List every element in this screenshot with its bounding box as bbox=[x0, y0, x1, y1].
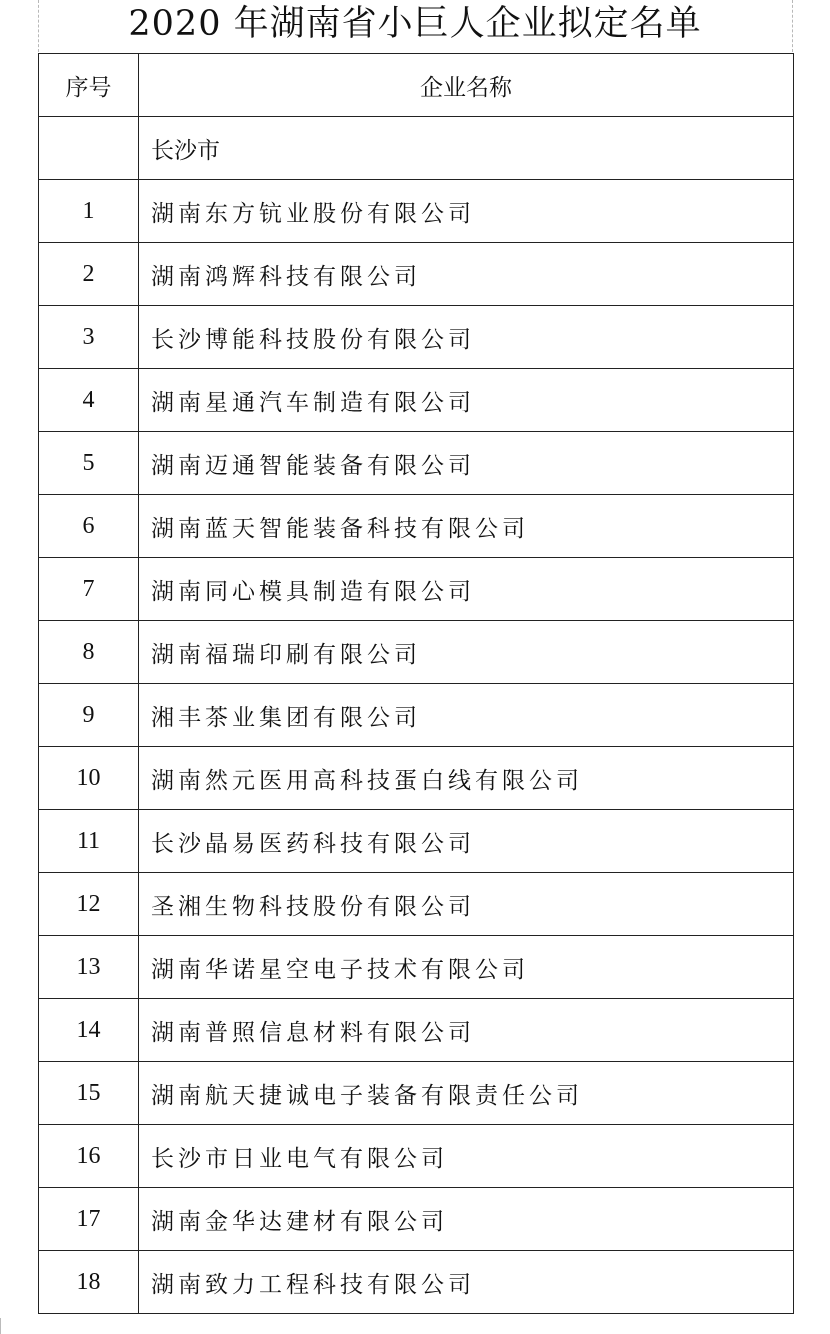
row-index: 16 bbox=[39, 1125, 139, 1188]
row-company-name: 圣湘生物科技股份有限公司 bbox=[139, 873, 794, 936]
row-company-name: 湖南同心模具制造有限公司 bbox=[139, 558, 794, 621]
row-index: 11 bbox=[39, 810, 139, 873]
document-title: 2020 年湖南省小巨人企业拟定名单 bbox=[128, 4, 702, 44]
table-row bbox=[39, 558, 794, 621]
row-index: 18 bbox=[39, 1251, 139, 1314]
section-city-label: 长沙市 bbox=[139, 117, 794, 180]
row-index: 13 bbox=[39, 936, 139, 999]
table-row bbox=[39, 1251, 794, 1314]
row-index: 5 bbox=[39, 432, 139, 495]
table-header-row bbox=[39, 54, 794, 117]
row-index: 1 bbox=[39, 180, 139, 243]
row-index: 4 bbox=[39, 369, 139, 432]
row-index: 10 bbox=[39, 747, 139, 810]
row-index: 6 bbox=[39, 495, 139, 558]
row-company-name: 湖南航天捷诚电子装备有限责任公司 bbox=[139, 1062, 794, 1125]
table-row bbox=[39, 747, 794, 810]
row-company-name: 湖南东方钪业股份有限公司 bbox=[139, 180, 794, 243]
row-company-name: 湖南福瑞印刷有限公司 bbox=[139, 621, 794, 684]
row-company-name: 长沙博能科技股份有限公司 bbox=[139, 306, 794, 369]
row-index: 15 bbox=[39, 1062, 139, 1125]
table-row bbox=[39, 810, 794, 873]
section-row bbox=[39, 117, 794, 180]
header-index: 序号 bbox=[39, 54, 139, 117]
row-company-name: 湘丰茶业集团有限公司 bbox=[139, 684, 794, 747]
table-row bbox=[39, 873, 794, 936]
table-row bbox=[39, 1188, 794, 1251]
table-row bbox=[39, 999, 794, 1062]
table-row bbox=[39, 495, 794, 558]
table-row bbox=[39, 180, 794, 243]
row-company-name: 湖南然元医用高科技蛋白线有限公司 bbox=[139, 747, 794, 810]
row-index: 17 bbox=[39, 1188, 139, 1251]
table-row bbox=[39, 1062, 794, 1125]
row-company-name: 长沙晶易医药科技有限公司 bbox=[139, 810, 794, 873]
row-index: 8 bbox=[39, 621, 139, 684]
row-company-name: 湖南金华达建材有限公司 bbox=[139, 1188, 794, 1251]
row-index: 2 bbox=[39, 243, 139, 306]
table-row bbox=[39, 621, 794, 684]
row-index: 12 bbox=[39, 873, 139, 936]
row-company-name: 长沙市日业电气有限公司 bbox=[139, 1125, 794, 1188]
row-index: 7 bbox=[39, 558, 139, 621]
row-index: 9 bbox=[39, 684, 139, 747]
header-company-name: 企业名称 bbox=[139, 54, 794, 117]
row-company-name: 湖南鸿辉科技有限公司 bbox=[139, 243, 794, 306]
row-company-name: 湖南迈通智能装备有限公司 bbox=[139, 432, 794, 495]
table-row bbox=[39, 684, 794, 747]
table-row bbox=[39, 369, 794, 432]
table-row bbox=[39, 936, 794, 999]
row-index: 14 bbox=[39, 999, 139, 1062]
row-company-name: 湖南华诺星空电子技术有限公司 bbox=[139, 936, 794, 999]
table-row bbox=[39, 243, 794, 306]
page-corner-mark bbox=[0, 1318, 2, 1334]
table-row bbox=[39, 306, 794, 369]
company-list-table bbox=[38, 53, 794, 1314]
table-row bbox=[39, 1125, 794, 1188]
row-company-name: 湖南致力工程科技有限公司 bbox=[139, 1251, 794, 1314]
table-row bbox=[39, 432, 794, 495]
row-company-name: 湖南蓝天智能装备科技有限公司 bbox=[139, 495, 794, 558]
section-index-cell bbox=[39, 117, 139, 180]
row-company-name: 湖南星通汽车制造有限公司 bbox=[139, 369, 794, 432]
row-company-name: 湖南普照信息材料有限公司 bbox=[139, 999, 794, 1062]
row-index: 3 bbox=[39, 306, 139, 369]
